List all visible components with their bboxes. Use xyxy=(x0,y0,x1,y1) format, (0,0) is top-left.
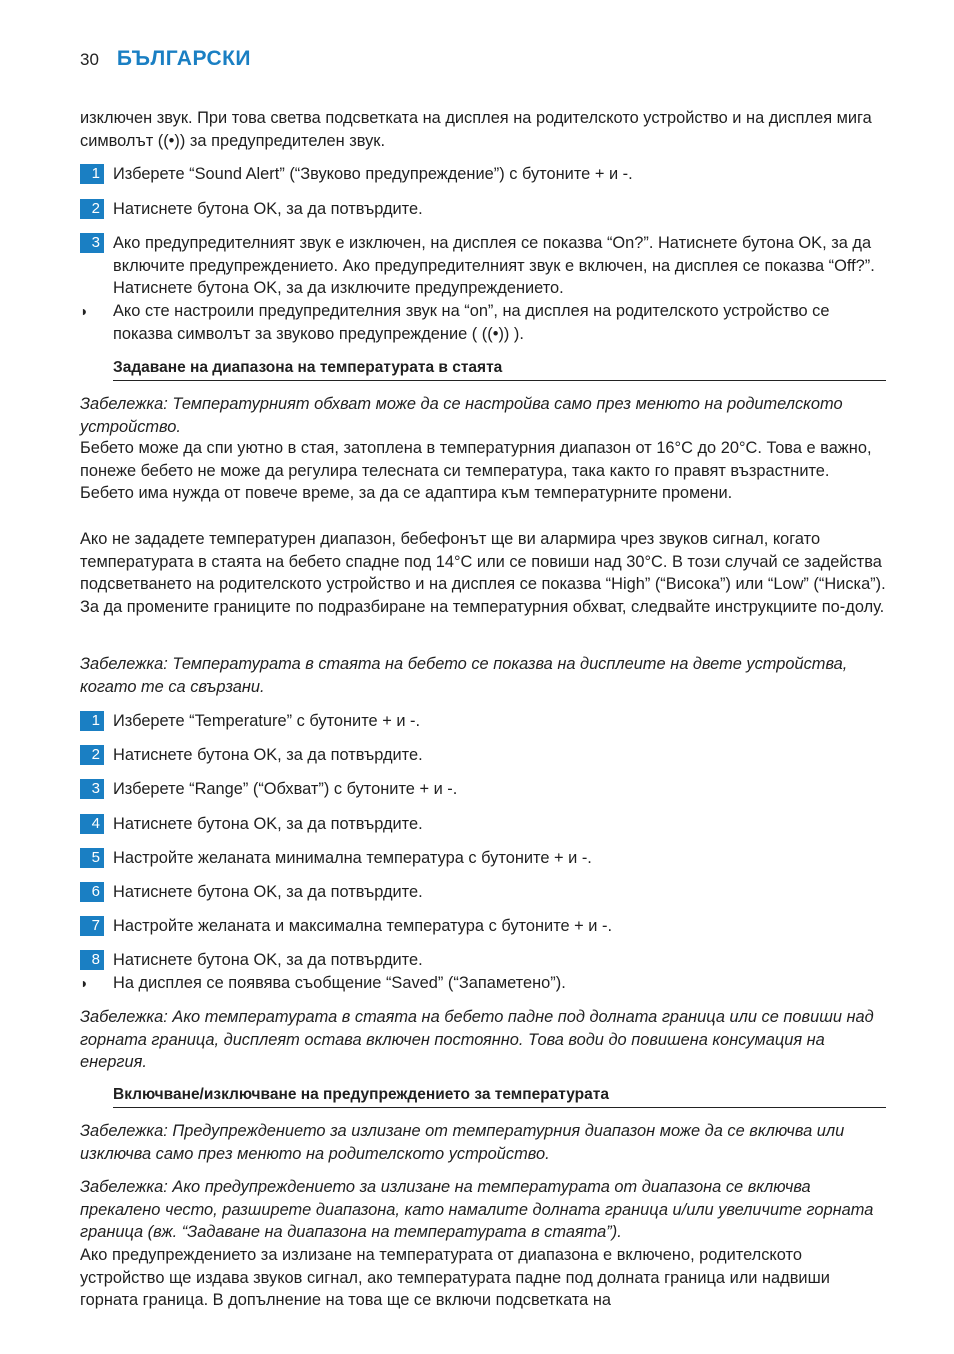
step-item xyxy=(80,198,886,221)
section-heading-temperature-range: Задаване на диапазона на температурата в стаята xyxy=(113,358,886,381)
result-text: На дисплея се появява съобщение “Saved” (“Запаметено”). xyxy=(113,974,566,992)
note-paragraph: Забележка: Ако температурата в стаята на бебето падне под долната граница или се повиши над горната граница, дисплеят остава включен постоянно. Това води до повишена консумация на енергия. xyxy=(80,1008,874,1072)
step-number: 8 xyxy=(80,950,104,970)
note-paragraph: Забележка: Ако предупреждението за излизане на температурата от диапазона се включва прекалено често, разширете диапазона, като намалите долната граница и/или увеличите горната граница (вж. “Задаване на диапазона на температурата в стаята”). xyxy=(80,1178,874,1242)
result-arrow-icon: ◗ xyxy=(80,303,89,319)
step-item xyxy=(80,163,886,186)
step-item xyxy=(80,232,886,300)
step-text: Настройте желаната и максимална температура с бутоните + и -. xyxy=(113,917,613,935)
body-paragraph: Ако не зададете температурен диапазон, бебефонът ще ви алармира чрез звуков сигнал, когато температурата в стаята на бебето спадне под 14°C или се повиши над 30°C. В този случай се задейства подсветването на родителското устройство и на дисплея се показва “High” (“Висока”) или “Low” (“Ниска”). За да промените границите по подразбиране на температурния обхват, следвайте инструкциите по-долу. xyxy=(80,530,886,616)
step-text: Натиснете бутона OK, за да потвърдите. xyxy=(113,746,423,764)
intro-paragraph: изключен звук. При това светва подсветката на дисплея на родителското устройство и на дисплея мига символът ((•)) за предупредителен звук. xyxy=(80,109,872,150)
page-header xyxy=(80,48,251,74)
step-text: Натиснете бутона OK, за да потвърдите. xyxy=(113,200,423,218)
step-item xyxy=(80,744,886,767)
step-item xyxy=(80,710,886,733)
step-text: Натиснете бутона OK, за да потвърдите. xyxy=(113,883,423,901)
result-arrow-icon: ◗ xyxy=(80,975,89,991)
step-number: 6 xyxy=(80,882,104,902)
result-text: Ако сте настроили предупредителния звук на “on”, на дисплея на родителското устройство се показва символът за звуково предупреждение ( ((•)) ). xyxy=(113,302,830,343)
step-item xyxy=(80,949,886,972)
step-item xyxy=(80,813,886,836)
step-text: Ако предупредителният звук е изключен, на дисплея се показва “On?”. Натиснете бутона OK, за да включите предупреждението. Ако предупредителният звук е включен, на дисплея се показва “Off?”. Натиснете бутона OK, за да изключите предупреждението. xyxy=(113,234,875,298)
step-text: Изберете “Range” (“Обхват”) с бутоните + и -. xyxy=(113,780,458,798)
step-text: Изберете “Temperature” с бутоните + и -. xyxy=(113,712,421,730)
note-paragraph: Забележка: Предупреждението за излизане от температурния диапазон може да се включва или изключва само през менюто на родителското устройство. xyxy=(80,1122,845,1163)
step-item xyxy=(80,915,886,938)
step-number: 1 xyxy=(80,711,104,731)
step-number: 7 xyxy=(80,916,104,936)
step-number: 3 xyxy=(80,233,104,253)
result-item xyxy=(80,972,886,995)
step-number: 2 xyxy=(80,199,104,219)
step-number: 3 xyxy=(80,779,104,799)
step-number: 5 xyxy=(80,848,104,868)
step-item xyxy=(80,881,886,904)
result-item xyxy=(80,300,886,345)
step-number: 4 xyxy=(80,814,104,834)
step-item xyxy=(80,847,886,870)
section-heading-temperature-alert: Включване/изключване на предупреждението за температурата xyxy=(113,1085,886,1108)
language-title: БЪЛГАРСКИ xyxy=(116,47,252,70)
step-number: 1 xyxy=(80,164,104,184)
step-text: Натиснете бутона OK, за да потвърдите. xyxy=(113,951,423,969)
step-number: 2 xyxy=(80,745,104,765)
page-number: 30 xyxy=(80,50,99,69)
step-item xyxy=(80,778,886,801)
note-paragraph: Забележка: Температурата в стаята на бебето се показва на дисплеите на двете устройства, когато те са свързани. xyxy=(80,655,848,696)
body-paragraph: Ако предупреждението за излизане на температурата от диапазона е включено, родителското устройство ще издава звуков сигнал, ако температурата падне под долната граница или надвиши горната граница. В допълнение на това ще се включи подсветката на xyxy=(80,1246,830,1310)
body-paragraph: Бебето може да спи уютно в стая, затоплена в температурния диапазон от 16°C до 20°C. Това е важно, понеже бебето не може да регулира телесната си температура, така както го правят възрастните. Бебето има нужда от повече време, за да се адаптира към температурните промени. xyxy=(80,439,872,503)
note-paragraph: Забележка: Температурният обхват може да се настройва само през менюто на родителското устройство. xyxy=(80,395,843,436)
step-text: Натиснете бутона OK, за да потвърдите. xyxy=(113,815,423,833)
step-text: Изберете “Sound Alert” (“Звуково предупреждение”) с бутоните + и -. xyxy=(113,165,633,183)
step-text: Настройте желаната минимална температура с бутоните + и -. xyxy=(113,849,592,867)
